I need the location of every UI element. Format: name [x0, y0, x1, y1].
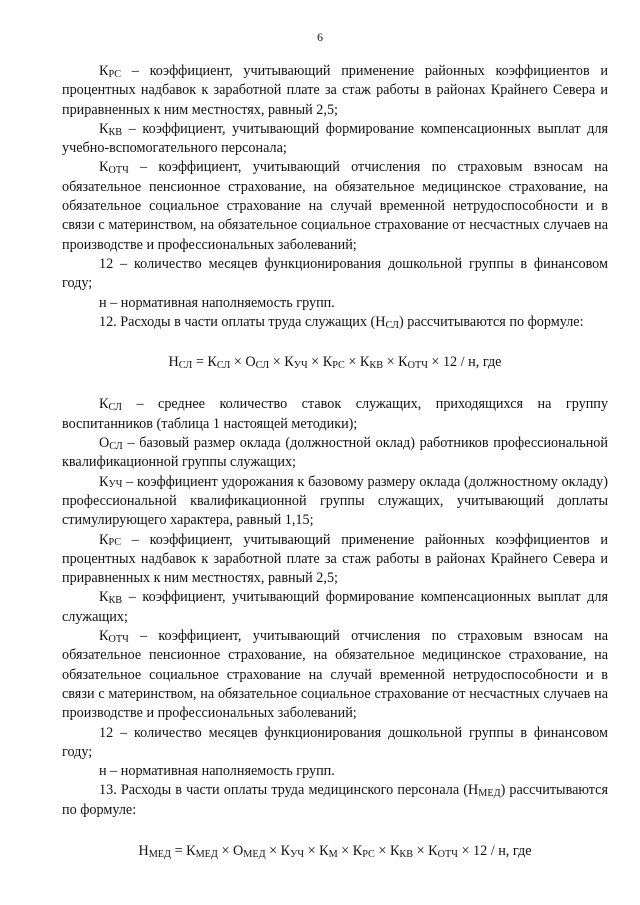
paragraph-months-definition: 12 – количество месяцев функционирования дошкольной группы в финансовом году; [62, 255, 608, 292]
paragraph-norm-definition: н – нормативная наполняемость групп. [99, 294, 335, 311]
paragraph-section-12: 12. Расходы в части оплаты труда служащих $(Н_{СЛ})$ рассчитываются по формуле: [99, 313, 584, 331]
paragraph-section-13: 13. Расходы в части оплаты труда медицинского персонала $(Н_{МЕД})$ рассчитываются по формуле: [62, 782, 608, 818]
formula-n-sl: $Н_{СЛ} = К_{СЛ} \times О_{СЛ} \times К_{УЧ} \times К_{РС} \times К_{КВ} \times К_{ОТЧ} \times 12 / н$, где [168, 354, 502, 371]
paragraph-k-uch-definition: $К_{УЧ}$ – коэффициент удорожания к базовому размеру оклада (должностному окладу) профессиональной квалификационной группы служащих, учитывающий доплаты стимулирующего характера, равный 1,15; [62, 473, 608, 529]
document-body [62, 62, 608, 861]
paragraph-k-kv-definition-2: $К_{КВ}$ – коэффициент, учитывающий формирование компенсационных выплат для служащих; [62, 589, 608, 625]
paragraph-k-sl-definition: $К_{СЛ}$ – среднее количество ставок служащих, приходящихся на группу воспитанников (таблица 1 настоящей методики); [62, 396, 608, 432]
paragraph-months-definition-2: 12 – количество месяцев функционирования дошкольной группы в финансовом году; [62, 724, 608, 760]
page-number: 6 [317, 30, 323, 44]
paragraph-o-sl-definition: $О_{СЛ}$ – базовый размер оклада (должностной оклад) работников профессиональной квалификационной группы служащих; [62, 435, 608, 471]
paragraph-k-rs-definition-2: $К_{РС}$ – коэффициент, учитывающий применение районных коэффициентов и процентных надбавок к заработной плате за стаж работы в районах Крайнего Севера и приравненных к ним местностях, равный 2,5; [62, 531, 608, 587]
paragraph-k-kv-definition: $К_{КВ}$ – коэффициент, учитывающий формирование компенсационных выплат для учебно-вспомогательного персонала; [62, 120, 608, 157]
paragraph-k-otch-definition-2: $К_{ОТЧ}$ – коэффициент, учитывающий отчисления по страховым взносам на обязательное пенсионное страхование, на обязательное медицинское страхование, на обязательное социальное страхование на случай временной нетрудоспособности и в связи с материнством, на обязательное социальное страхование от несчастных случаев на производстве и профессиональных заболеваний; [62, 628, 608, 722]
paragraph-k-rs-definition: $К_{РС}$ – коэффициент, учитывающий применение районных коэффициентов и процентных надбавок к заработной плате за стаж работы в районах Крайнего Севера и приравненных к ним местностях, равный 2,5; [62, 63, 608, 118]
paragraph-k-otch-definition: $К_{ОТЧ}$ – коэффициент, учитывающий отчисления по страховым взносам на обязательное пенсионное страхование, на обязательное медицинское страхование, на обязательное социальное страхование на случай временной нетрудоспособности и в связи с материнством, на обязательное социальное страхование от несчастных случаев на производстве и профессиональных заболеваний; [62, 159, 608, 253]
paragraph-norm-definition-2: н – нормативная наполняемость групп. [99, 763, 335, 780]
formula-n-med: $Н_{МЕД} = К_{МЕД} \times О_{МЕД} \times К_{УЧ} \times К_М \times К_{РС} \times К_{КВ} \times К_{ОТЧ} \times 12 / н$, где [138, 842, 532, 860]
